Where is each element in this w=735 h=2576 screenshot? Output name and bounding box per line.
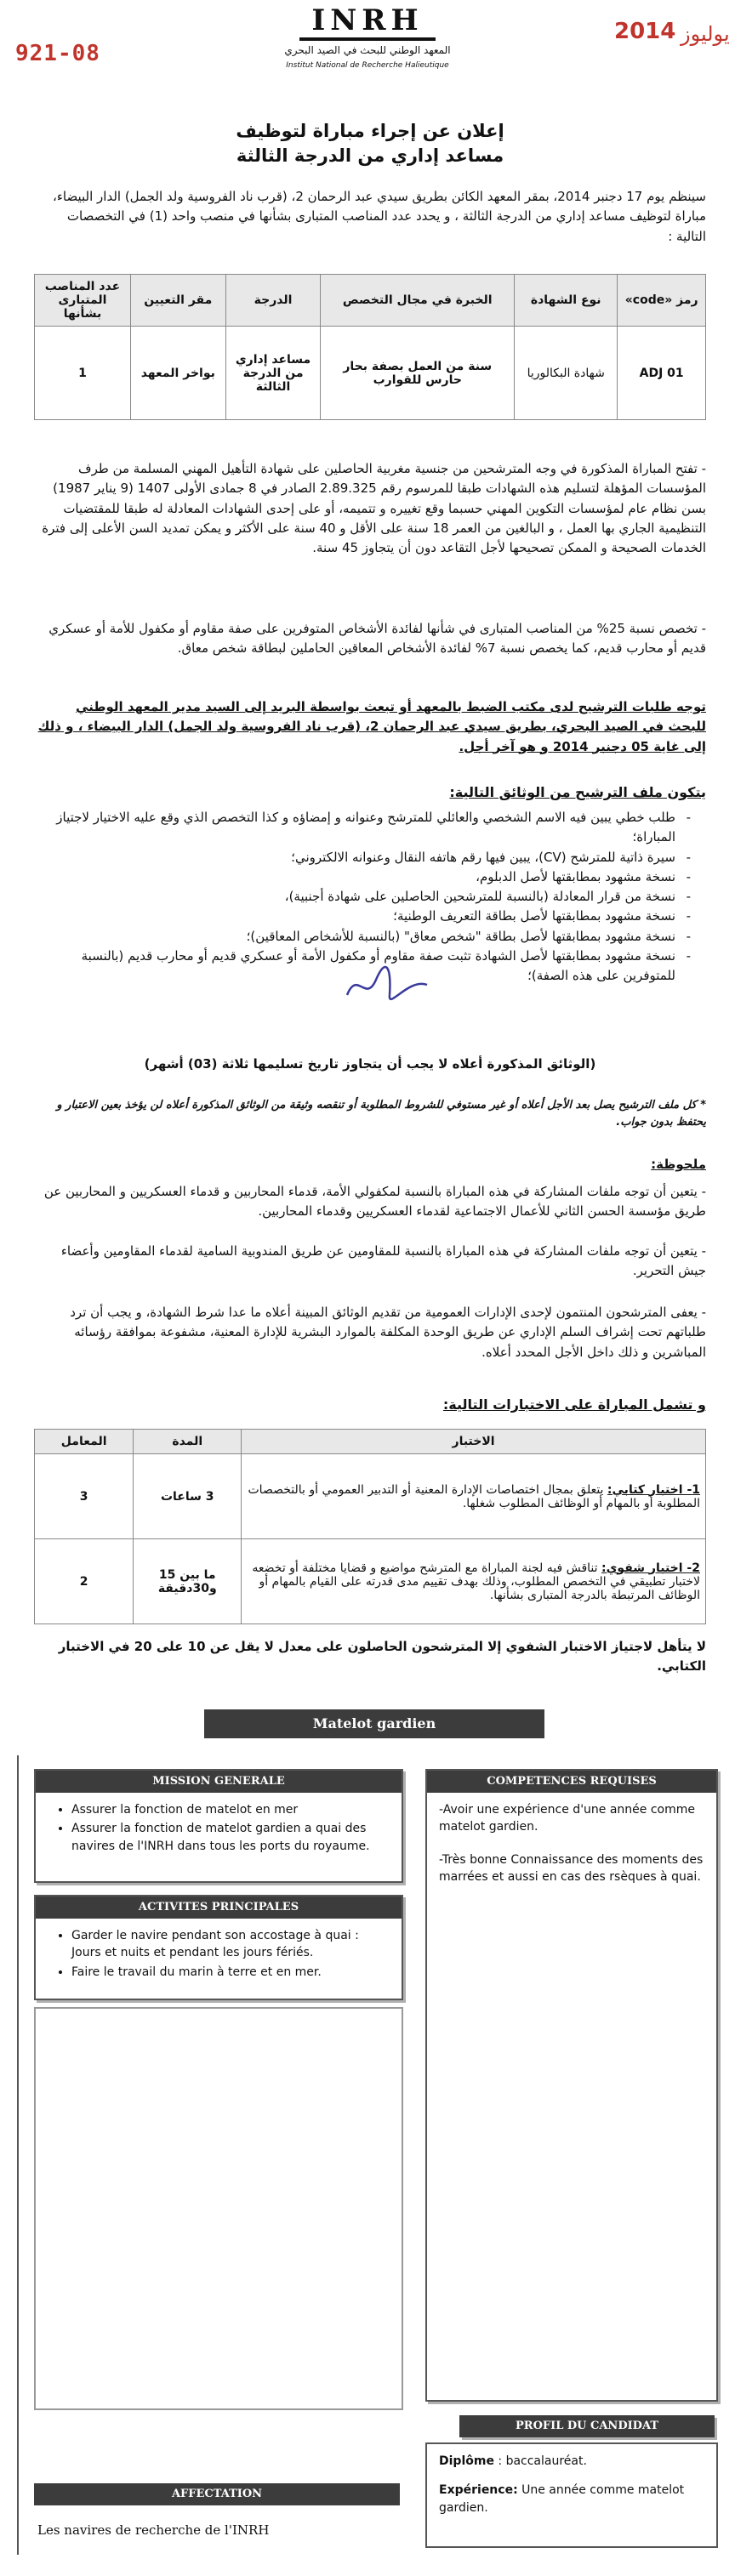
profile-experience: [439, 2482, 704, 2516]
col-count: عدد المناصب المتبارى بشأنها: [35, 275, 131, 327]
profile-diploma: [439, 2453, 704, 2470]
profile-heading: PROFIL DU CANDIDAT: [459, 2415, 715, 2437]
reference-stamp: 921-08: [15, 41, 100, 66]
cell-coefficient: 2: [35, 1539, 134, 1624]
list-item: - نسخة مشهود بمطابقتها لأصل الشهادة تثبت صفة مقاوم أو مكفول الأمة أو عسكري قديم أو محارب قديم (بالنسبة للمتوفرين على هذه الصفة)؛: [34, 947, 691, 987]
mission-heading: MISSION GENERALE: [36, 1771, 402, 1793]
affectation-text: Les navires de recherche de l'INRH: [37, 2522, 270, 2538]
left-frame-line: [17, 1755, 19, 2555]
col-diploma: نوع الشهادة: [515, 275, 618, 327]
exam-description: تناقش فيه لجنة المباراة مع المترشح مواضيع و قضايا مختلفة أو تخضعه لاختبار تطبيقي في التخصص المطلوب، وذلك بهدف تقييم مدى قدرته على القيام بالمهام أو الوظائف المرتبطة بالدرجة المتبارى بشأنها.: [252, 1561, 700, 1602]
competences-box: [425, 1769, 718, 2402]
activities-heading: ACTIVITES PRINCIPALES: [36, 1896, 402, 1919]
deadline-paragraph: توجه طلبات الترشيح لدى مكتب الضبط بالمعهد أو تبعث بواسطة البريد إلى السيد مدير المعهد الوطني للبحث في الصيد البحري، بطريق سيدي عبد الرحمان 2، (قرب ناد الفروسية ولد الجمل) الدار البيضاء ، و ذلك إلى غاية 05 دجنبر 2014 و هو آخر أجل.: [37, 699, 706, 754]
activities-space: [34, 2007, 403, 2410]
col-exam: الاختبار: [242, 1430, 706, 1454]
logo-arabic-name: المعهد الوطني للبحث في الصيد البحري: [284, 44, 451, 56]
exams-heading: و تشمل المباراة على الاختبارات التالية:: [442, 1396, 706, 1413]
cell-count: 1: [35, 327, 131, 420]
logo-underline: [299, 37, 436, 41]
cell-location: بواخر المعهد: [130, 327, 225, 420]
activities-box: [34, 1895, 403, 2000]
title-line-2: مساعد إداري من الدرجة الثالثة: [236, 145, 504, 167]
job-sheet: [0, 1701, 735, 2576]
list-item: - نسخة مشهود بمطابقتها لأصل بطاقة التعريف الوطنية؛: [34, 907, 691, 926]
letterhead: [0, 0, 735, 109]
list-item: • Assurer la fonction de matelot gardien a quai des navires de l'INRH dans tous les ports du royaume.: [71, 1820, 390, 1855]
col-experience: الخبرة في مجال التخصص: [321, 275, 515, 327]
cell-duration: 3 ساعات: [134, 1454, 242, 1539]
list-item: - سيرة ذاتية للمترشح (CV)، يبين فيها رقم هاتفه النقال وعنوانه الالكتروني؛: [34, 848, 691, 867]
competences-body: [427, 1793, 716, 1894]
list-item: • Assurer la fonction de matelot en mer: [71, 1801, 390, 1818]
date-stamp-year: 2014: [614, 19, 676, 44]
table-row: [35, 1454, 706, 1539]
eligibility-paragraph: - تفتح المباراة المذكورة في وجه المترشحين من جنسية مغربية الحاصلين على شهادة التأهيل المهني المسلمة من طرف المؤسسات المؤهلة لتسليم هذه الشهادات طبقا للمرسوم رقم 2.89.325 الصادر في 8 جمادى الأولى 1407 (9 يناير 1987) بسن نظام عام لمؤسسات التكوين المهني حسبما وقع تغييره و تتميمه، أو على إحدى الشهادات المعادلة له طبقا للمقتضيات التنظيمية الجاري بها العمل ، و البالغين من العمر 18 سنة على الأقل و 40 سنة على الأكثر و يمكن تمديد السن الأعلى إلى فترة الخدمات الصحيحة و الممكن تصحيحها لأجل التقاعد دون أن يتجاوز 45 سنة.: [42, 461, 706, 555]
list-item: - نسخة مشهود بمطابقتها لأصل بطاقة "شخص معاق" (بالنسبة للأشخاص المعاقين)؛: [34, 927, 691, 947]
exam-label: 1- اختبار كتابي:: [607, 1482, 700, 1497]
profile-body: [427, 2444, 716, 2525]
col-coefficient: المعامل: [35, 1430, 134, 1454]
note-civil-servants: - يعفى المترشحون المنتمون لإحدى الإدارات العمومية من تقديم الوثائق المبينة أعلاه ما عدا شرط الشهادة، و يجب أن ترد طلباتهم تحت إشراف السلم الإداري عن طريق الوحدة المكلفة بالموارد البشرية للإدارة المعنية، مشفوعة بموافقة رؤسائه المباشرين و ذلك داخل الأجل المحدد أعلاه.: [70, 1305, 706, 1360]
note-veterans: - يتعين أن توجه ملفات المشاركة في هذه المباراة بالنسبة لمكفولي الأمة، قدماء المحاربين و قدماء العسكريين و المحاربين عن طريق مؤسسة الحسن الثاني للأعمال الاجتماعية لقدماء العسكريين وقدماء المحاربين.: [43, 1184, 706, 1220]
quota-paragraph: - تخصص نسبة 25% من المناصب المتبارى في شأنها لفائدة الأشخاص المتوفرين على صفة مقاوم أو مكفول للأمة أو عسكري قديم أو محارب قديم، كما يخصص نسبة 7% لفائدة الأشخاص المعاقين الحاملين لبطاقة شخص معاق.: [48, 621, 706, 657]
list-item: • Garder le navire pendant son accostage à quai : Jours et nuits et pendant les jours fériés.: [71, 1927, 390, 1962]
table-row: [35, 1539, 706, 1624]
col-duration: المدة: [134, 1430, 242, 1454]
experience-value: Une année comme matelot gardien.: [439, 2483, 685, 2515]
mission-box: [34, 1769, 403, 1883]
col-grade: الدرجة: [225, 275, 321, 327]
logo-french-name: Institut National de Recherche Halieutique: [286, 61, 449, 70]
rejection-warning: * كل ملف الترشيح يصل بعد الأجل أعلاه أو غير مستوفي للشروط المطلوبة أو تنقصه وثيقة من الوثائق المذكورة أعلاه لن يؤخذ بعين الاعتبار و يحتفظ بدون جواب.: [56, 1099, 706, 1129]
list-item: - نسخة من قرار المعادلة (بالنسبة للمترشحين الحاصلين على شهادة أجنبية)،: [34, 887, 691, 907]
competence-item: -Très bonne Connaissance des moments des marrées et aussi en cas des rsèques à quai.: [439, 1852, 704, 1884]
list-item: - نسخة مشهود بمطابقتها لأصل الدبلوم،: [34, 867, 691, 887]
inrh-logo: INRH: [311, 3, 424, 37]
diploma-value: : baccalauréat.: [493, 2454, 587, 2468]
list-item: • Faire le travail du marin à terre et en mer.: [71, 1964, 390, 1981]
cell-coefficient: 3: [35, 1454, 134, 1539]
cell-grade: مساعد إداري من الدرجة الثالثة: [225, 327, 321, 420]
competence-item: -Avoir une expérience d'une année comme matelot gardien.: [439, 1803, 695, 1834]
intro-paragraph: سينظم يوم 17 دجنبر 2014، بمقر المعهد الكائن بطريق سيدي عبد الرحمان 2، (قرب ناد الفروسية ولد الجمل) الدار البيضاء، مباراة لتوظيف مساعد إداري من الدرجة الثالثة ، و يحدد عدد المناصب المتبارى بشأنها في منصب واحد (1) في التخصصات التالية :: [53, 189, 706, 244]
exams-header-row: [35, 1430, 706, 1454]
cell-code: ADJ 01: [618, 327, 706, 420]
date-stamp-month: يوليوز: [681, 22, 730, 46]
positions-header-row: [35, 275, 706, 327]
note-resistants: - يتعين أن توجه ملفات المشاركة في هذه المباراة بالنسبة للمقاومين عن طريق المندوبية السامية لقدماء المقاومين وأعضاء جيش التحرير.: [60, 1243, 706, 1279]
col-code: رمز «code»: [618, 275, 706, 327]
mission-body: [36, 1793, 402, 1865]
handwritten-signature: [340, 961, 434, 1012]
profile-box: [425, 2442, 718, 2548]
competences-heading: COMPETENCES REQUISES: [427, 1771, 716, 1793]
cell-diploma: شهادة البكالوريا: [515, 327, 618, 420]
cell-duration: ما بين 15 و30دقيقة: [134, 1539, 242, 1624]
diploma-label: Diplôme: [439, 2454, 494, 2468]
cell-experience: سنة من العمل بصفة بحار حارس للقوارب: [321, 327, 515, 420]
table-row: [35, 327, 706, 420]
positions-table: [34, 274, 706, 420]
cell-exam-written: [242, 1454, 706, 1539]
exam-description: يتعلق بمجال اختصاصات الإدارة المعنية أو التدبير العمومي أو بالتخصصات المطلوبة أو بالمهام أو الوظائف المطلوب شغلها.: [248, 1482, 700, 1510]
exam-label: 2- اختبار شفوي:: [601, 1561, 700, 1575]
affectation-heading-box: [34, 2483, 400, 2505]
col-location: مقر التعيين: [130, 275, 225, 327]
notes-heading: ملحوظة:: [651, 1157, 706, 1172]
announcement-title: [34, 119, 706, 169]
oral-eligibility-note: لا يتأهل لاجتياز الاختبار الشفوي إلا المترشحون الحاصلون على معدل لا يقل عن 10 على 20 في الاختبار الكتابي.: [58, 1639, 706, 1675]
file-documents-list: [34, 808, 706, 986]
file-heading: يتكون ملف الترشيح من الوثائق التالية:: [449, 784, 706, 800]
documents-validity-note: (الوثائق المذكورة أعلاه لا يجب أن يتجاوز تاريخ تسليمها ثلاثة (03) أشهر): [144, 1056, 596, 1072]
experience-label: Expérience:: [439, 2483, 518, 2498]
cell-exam-oral: [242, 1539, 706, 1624]
job-title: Matelot gardien: [204, 1709, 544, 1738]
title-line-1: إعلان عن إجراء مباراة لتوظيف: [236, 121, 504, 141]
profile-heading-box: [459, 2415, 715, 2437]
affectation-heading: AFFECTATION: [34, 2483, 400, 2505]
activities-body: [36, 1919, 402, 1991]
list-item: - طلب خطي يبين فيه الاسم الشخصي والعائلي للمترشح وعنوانه و إمضاؤه و كذا التخصص الذي وقع عليه الاختيار لاجتياز المباراة؛: [34, 808, 691, 848]
exams-table: [34, 1429, 706, 1624]
